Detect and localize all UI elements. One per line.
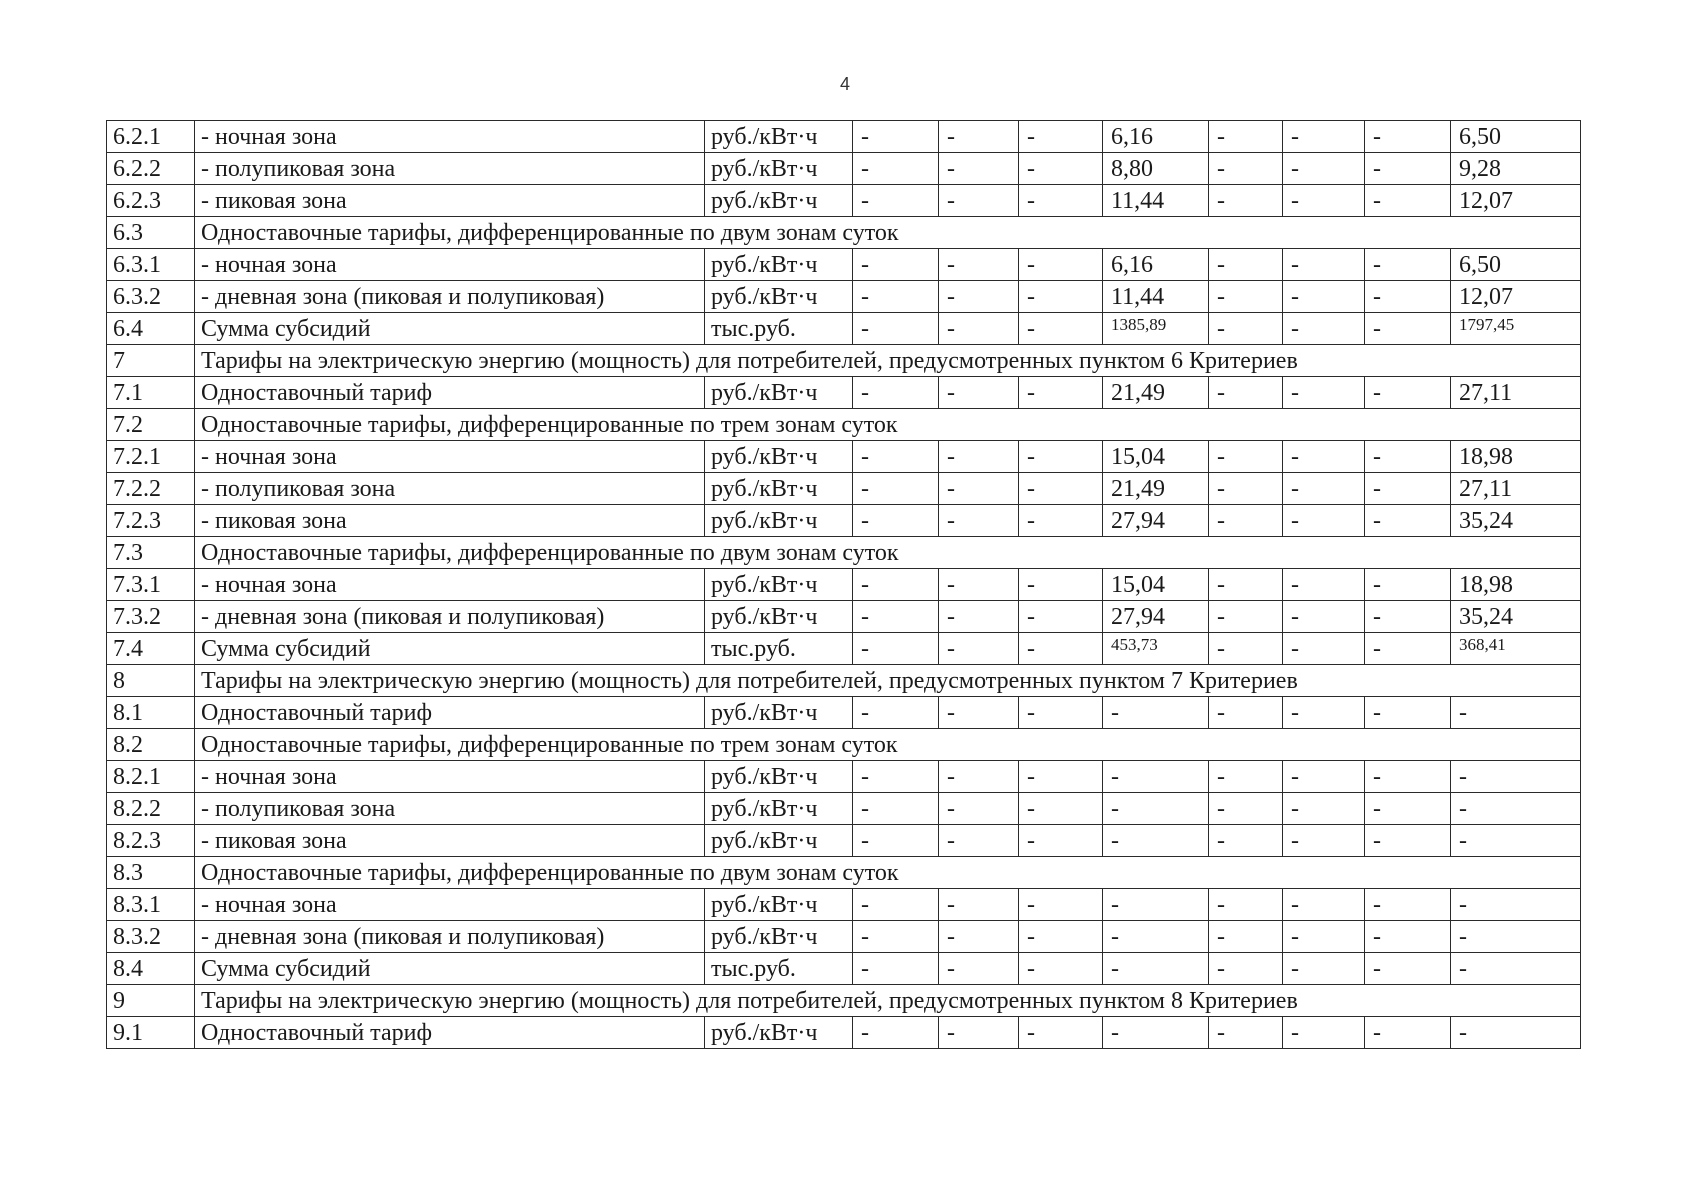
value-cell: -: [853, 1017, 939, 1049]
value-cell: 8,80: [1103, 153, 1209, 185]
value-cell: -: [853, 505, 939, 537]
value-cell: -: [939, 761, 1019, 793]
unit-cell: тыс.руб.: [705, 313, 853, 345]
value-cell: -: [939, 921, 1019, 953]
value-cell: -: [853, 889, 939, 921]
unit-cell: руб./кВт·ч: [705, 601, 853, 633]
table-row: [107, 921, 1581, 953]
value-cell: -: [853, 281, 939, 313]
value-cell: -: [853, 153, 939, 185]
row-number: 6.2.2: [107, 153, 195, 185]
value-cell: -: [1365, 377, 1451, 409]
value-cell: -: [1019, 697, 1103, 729]
unit-cell: руб./кВт·ч: [705, 921, 853, 953]
value-cell: -: [1209, 473, 1283, 505]
row-number: 8.2: [107, 729, 195, 761]
value-cell: 6,50: [1451, 249, 1581, 281]
section-header-row: [107, 729, 1581, 761]
value-cell: 453,73: [1103, 633, 1209, 665]
row-description: - полупиковая зона: [195, 153, 705, 185]
value-cell: -: [1103, 921, 1209, 953]
value-cell: -: [1283, 313, 1365, 345]
value-cell: -: [1283, 441, 1365, 473]
section-title: Тарифы на электрическую энергию (мощность) для потребителей, предусмотренных пунктом 7 Критериев: [195, 665, 1581, 697]
value-cell: 15,04: [1103, 441, 1209, 473]
value-cell: -: [1019, 825, 1103, 857]
value-cell: 6,50: [1451, 121, 1581, 153]
value-cell: -: [1019, 761, 1103, 793]
value-cell: -: [853, 441, 939, 473]
value-cell: -: [1451, 697, 1581, 729]
value-cell: -: [1365, 793, 1451, 825]
value-cell: -: [1283, 505, 1365, 537]
value-cell: -: [1283, 153, 1365, 185]
value-cell: -: [1283, 281, 1365, 313]
row-number: 9.1: [107, 1017, 195, 1049]
value-cell: -: [1365, 473, 1451, 505]
value-cell: -: [1209, 441, 1283, 473]
row-number: 8.2.2: [107, 793, 195, 825]
section-header-row: [107, 665, 1581, 697]
value-cell: -: [1103, 793, 1209, 825]
section-header-row: [107, 217, 1581, 249]
value-cell: 9,28: [1451, 153, 1581, 185]
value-cell: -: [1365, 569, 1451, 601]
table-row: [107, 793, 1581, 825]
value-cell: -: [853, 569, 939, 601]
table-row: [107, 889, 1581, 921]
row-number: 6.3.1: [107, 249, 195, 281]
section-header-row: [107, 985, 1581, 1017]
value-cell: -: [1209, 121, 1283, 153]
value-cell: -: [853, 697, 939, 729]
section-header-row: [107, 345, 1581, 377]
value-cell: -: [1019, 441, 1103, 473]
unit-cell: тыс.руб.: [705, 633, 853, 665]
value-cell: 11,44: [1103, 281, 1209, 313]
unit-cell: руб./кВт·ч: [705, 473, 853, 505]
unit-cell: руб./кВт·ч: [705, 761, 853, 793]
value-cell: -: [1365, 281, 1451, 313]
row-description: Сумма субсидий: [195, 633, 705, 665]
value-cell: -: [1209, 569, 1283, 601]
unit-cell: руб./кВт·ч: [705, 185, 853, 217]
section-title: Тарифы на электрическую энергию (мощность) для потребителей, предусмотренных пунктом 6 Критериев: [195, 345, 1581, 377]
value-cell: -: [853, 313, 939, 345]
value-cell: 11,44: [1103, 185, 1209, 217]
value-cell: -: [1365, 153, 1451, 185]
value-cell: -: [1209, 601, 1283, 633]
value-cell: -: [1103, 1017, 1209, 1049]
value-cell: -: [1283, 633, 1365, 665]
value-cell: -: [1283, 1017, 1365, 1049]
value-cell: -: [1209, 793, 1283, 825]
value-cell: -: [1365, 1017, 1451, 1049]
unit-cell: руб./кВт·ч: [705, 793, 853, 825]
unit-cell: руб./кВт·ч: [705, 1017, 853, 1049]
row-number: 7.1: [107, 377, 195, 409]
value-cell: -: [853, 921, 939, 953]
row-number: 7.4: [107, 633, 195, 665]
value-cell: -: [1283, 889, 1365, 921]
table-row: [107, 633, 1581, 665]
value-cell: -: [1365, 505, 1451, 537]
table-body: [107, 121, 1581, 1049]
value-cell: -: [1365, 889, 1451, 921]
value-cell: -: [1019, 473, 1103, 505]
value-cell: -: [1019, 377, 1103, 409]
row-number: 6.4: [107, 313, 195, 345]
section-title: Одноставочные тарифы, дифференцированные по трем зонам суток: [195, 729, 1581, 761]
section-title: Одноставочные тарифы, дифференцированные по двум зонам суток: [195, 857, 1581, 889]
value-cell: -: [1209, 281, 1283, 313]
value-cell: -: [1283, 761, 1365, 793]
row-number: 8.1: [107, 697, 195, 729]
value-cell: 12,07: [1451, 281, 1581, 313]
value-cell: -: [1283, 697, 1365, 729]
value-cell: -: [1019, 1017, 1103, 1049]
row-number: 6.2.3: [107, 185, 195, 217]
value-cell: -: [1283, 793, 1365, 825]
value-cell: -: [1019, 953, 1103, 985]
value-cell: -: [1019, 121, 1103, 153]
value-cell: 27,94: [1103, 601, 1209, 633]
value-cell: -: [1209, 921, 1283, 953]
value-cell: -: [1019, 793, 1103, 825]
value-cell: -: [1365, 121, 1451, 153]
value-cell: -: [1451, 761, 1581, 793]
row-number: 6.3.2: [107, 281, 195, 313]
value-cell: -: [853, 473, 939, 505]
section-header-row: [107, 537, 1581, 569]
value-cell: 27,11: [1451, 377, 1581, 409]
table-row: [107, 377, 1581, 409]
value-cell: -: [1365, 953, 1451, 985]
value-cell: -: [1103, 697, 1209, 729]
value-cell: -: [939, 569, 1019, 601]
value-cell: -: [1209, 953, 1283, 985]
row-number: 8.4: [107, 953, 195, 985]
value-cell: -: [1019, 313, 1103, 345]
value-cell: -: [939, 953, 1019, 985]
row-description: - ночная зона: [195, 761, 705, 793]
value-cell: -: [853, 121, 939, 153]
value-cell: -: [1209, 185, 1283, 217]
value-cell: -: [1283, 825, 1365, 857]
value-cell: -: [1209, 761, 1283, 793]
table-row: [107, 825, 1581, 857]
unit-cell: руб./кВт·ч: [705, 505, 853, 537]
value-cell: 1797,45: [1451, 313, 1581, 345]
value-cell: -: [939, 793, 1019, 825]
table-row: [107, 1017, 1581, 1049]
value-cell: 27,11: [1451, 473, 1581, 505]
table-row: [107, 281, 1581, 313]
value-cell: -: [1365, 633, 1451, 665]
value-cell: -: [1283, 249, 1365, 281]
row-description: - ночная зона: [195, 569, 705, 601]
value-cell: -: [1283, 121, 1365, 153]
value-cell: -: [939, 313, 1019, 345]
value-cell: -: [1283, 185, 1365, 217]
value-cell: -: [1283, 953, 1365, 985]
value-cell: -: [939, 601, 1019, 633]
unit-cell: руб./кВт·ч: [705, 889, 853, 921]
value-cell: -: [1283, 601, 1365, 633]
row-description: - ночная зона: [195, 121, 705, 153]
table-row: [107, 473, 1581, 505]
value-cell: -: [939, 633, 1019, 665]
row-number: 8.3: [107, 857, 195, 889]
value-cell: -: [1019, 889, 1103, 921]
value-cell: -: [1451, 825, 1581, 857]
section-title: Тарифы на электрическую энергию (мощность) для потребителей, предусмотренных пунктом 8 Критериев: [195, 985, 1581, 1017]
tariff-table: [106, 120, 1581, 1049]
section-title: Одноставочные тарифы, дифференцированные по двум зонам суток: [195, 537, 1581, 569]
value-cell: -: [939, 441, 1019, 473]
value-cell: -: [1283, 377, 1365, 409]
row-description: - пиковая зона: [195, 505, 705, 537]
value-cell: -: [1019, 153, 1103, 185]
value-cell: -: [939, 153, 1019, 185]
value-cell: -: [1209, 377, 1283, 409]
value-cell: -: [1209, 153, 1283, 185]
value-cell: -: [1103, 953, 1209, 985]
value-cell: -: [1209, 889, 1283, 921]
value-cell: -: [1209, 633, 1283, 665]
value-cell: -: [939, 505, 1019, 537]
value-cell: -: [1365, 601, 1451, 633]
row-number: 7.2.3: [107, 505, 195, 537]
unit-cell: руб./кВт·ч: [705, 569, 853, 601]
value-cell: 35,24: [1451, 601, 1581, 633]
value-cell: 27,94: [1103, 505, 1209, 537]
value-cell: -: [853, 601, 939, 633]
row-number: 7: [107, 345, 195, 377]
row-description: - пиковая зона: [195, 825, 705, 857]
page-number: 4: [839, 74, 850, 94]
row-description: - ночная зона: [195, 249, 705, 281]
row-number: 9: [107, 985, 195, 1017]
row-description: - дневная зона (пиковая и полупиковая): [195, 921, 705, 953]
value-cell: 6,16: [1103, 249, 1209, 281]
value-cell: -: [1365, 441, 1451, 473]
section-title: Одноставочные тарифы, дифференцированные по трем зонам суток: [195, 409, 1581, 441]
row-number: 8.2.3: [107, 825, 195, 857]
row-number: 8.3.1: [107, 889, 195, 921]
value-cell: -: [939, 249, 1019, 281]
unit-cell: руб./кВт·ч: [705, 249, 853, 281]
value-cell: -: [1365, 697, 1451, 729]
value-cell: -: [1209, 505, 1283, 537]
value-cell: -: [853, 633, 939, 665]
table-row: [107, 697, 1581, 729]
value-cell: -: [1209, 825, 1283, 857]
value-cell: 12,07: [1451, 185, 1581, 217]
value-cell: 18,98: [1451, 569, 1581, 601]
value-cell: -: [1365, 249, 1451, 281]
row-description: - дневная зона (пиковая и полупиковая): [195, 281, 705, 313]
value-cell: -: [853, 953, 939, 985]
value-cell: -: [1019, 185, 1103, 217]
row-number: 7.3: [107, 537, 195, 569]
value-cell: -: [1283, 921, 1365, 953]
value-cell: -: [1019, 601, 1103, 633]
table-row: [107, 153, 1581, 185]
value-cell: -: [1365, 761, 1451, 793]
section-header-row: [107, 857, 1581, 889]
row-description: - полупиковая зона: [195, 793, 705, 825]
row-number: 7.3.2: [107, 601, 195, 633]
row-number: 6.3: [107, 217, 195, 249]
row-description: Сумма субсидий: [195, 953, 705, 985]
table-row: [107, 953, 1581, 985]
value-cell: -: [939, 121, 1019, 153]
row-description: - ночная зона: [195, 889, 705, 921]
value-cell: -: [1365, 313, 1451, 345]
row-description: - полупиковая зона: [195, 473, 705, 505]
row-description: Сумма субсидий: [195, 313, 705, 345]
value-cell: 21,49: [1103, 377, 1209, 409]
value-cell: -: [1451, 889, 1581, 921]
section-title: Одноставочные тарифы, дифференцированные по двум зонам суток: [195, 217, 1581, 249]
unit-cell: руб./кВт·ч: [705, 377, 853, 409]
row-number: 6.2.1: [107, 121, 195, 153]
value-cell: -: [939, 185, 1019, 217]
row-description: - пиковая зона: [195, 185, 705, 217]
value-cell: -: [853, 761, 939, 793]
value-cell: -: [1365, 185, 1451, 217]
value-cell: -: [1019, 921, 1103, 953]
row-number: 8.2.1: [107, 761, 195, 793]
value-cell: 6,16: [1103, 121, 1209, 153]
row-number: 7.3.1: [107, 569, 195, 601]
value-cell: -: [1209, 249, 1283, 281]
value-cell: -: [1103, 761, 1209, 793]
value-cell: 1385,89: [1103, 313, 1209, 345]
row-description: Одноставочный тариф: [195, 697, 705, 729]
table-row: [107, 441, 1581, 473]
value-cell: -: [1365, 921, 1451, 953]
unit-cell: руб./кВт·ч: [705, 441, 853, 473]
value-cell: -: [939, 825, 1019, 857]
unit-cell: руб./кВт·ч: [705, 697, 853, 729]
value-cell: -: [1019, 569, 1103, 601]
value-cell: -: [1451, 953, 1581, 985]
value-cell: -: [1209, 313, 1283, 345]
unit-cell: тыс.руб.: [705, 953, 853, 985]
value-cell: -: [939, 1017, 1019, 1049]
row-description: Одноставочный тариф: [195, 1017, 705, 1049]
value-cell: -: [1019, 281, 1103, 313]
value-cell: -: [1451, 921, 1581, 953]
value-cell: -: [1103, 825, 1209, 857]
value-cell: -: [1103, 889, 1209, 921]
unit-cell: руб./кВт·ч: [705, 281, 853, 313]
value-cell: -: [853, 377, 939, 409]
value-cell: 35,24: [1451, 505, 1581, 537]
value-cell: -: [1283, 473, 1365, 505]
unit-cell: руб./кВт·ч: [705, 121, 853, 153]
table-row: [107, 569, 1581, 601]
unit-cell: руб./кВт·ч: [705, 153, 853, 185]
row-description: Одноставочный тариф: [195, 377, 705, 409]
value-cell: -: [939, 697, 1019, 729]
value-cell: -: [853, 793, 939, 825]
value-cell: 21,49: [1103, 473, 1209, 505]
value-cell: -: [1451, 793, 1581, 825]
table-row: [107, 761, 1581, 793]
value-cell: -: [1019, 633, 1103, 665]
value-cell: -: [1019, 249, 1103, 281]
table-row: [107, 249, 1581, 281]
row-number: 7.2.1: [107, 441, 195, 473]
table-row: [107, 601, 1581, 633]
value-cell: -: [1451, 1017, 1581, 1049]
value-cell: -: [853, 185, 939, 217]
value-cell: 368,41: [1451, 633, 1581, 665]
value-cell: -: [1283, 569, 1365, 601]
value-cell: -: [1365, 825, 1451, 857]
value-cell: -: [1209, 1017, 1283, 1049]
row-description: - дневная зона (пиковая и полупиковая): [195, 601, 705, 633]
row-number: 8: [107, 665, 195, 697]
section-header-row: [107, 409, 1581, 441]
value-cell: -: [853, 825, 939, 857]
value-cell: 18,98: [1451, 441, 1581, 473]
value-cell: -: [853, 249, 939, 281]
value-cell: -: [939, 377, 1019, 409]
table-row: [107, 505, 1581, 537]
value-cell: -: [939, 889, 1019, 921]
value-cell: 15,04: [1103, 569, 1209, 601]
unit-cell: руб./кВт·ч: [705, 825, 853, 857]
row-number: 7.2.2: [107, 473, 195, 505]
row-description: - ночная зона: [195, 441, 705, 473]
row-number: 7.2: [107, 409, 195, 441]
value-cell: -: [939, 473, 1019, 505]
value-cell: -: [939, 281, 1019, 313]
value-cell: -: [1019, 505, 1103, 537]
value-cell: -: [1209, 697, 1283, 729]
table-row: [107, 185, 1581, 217]
table-row: [107, 313, 1581, 345]
row-number: 8.3.2: [107, 921, 195, 953]
table-row: [107, 121, 1581, 153]
